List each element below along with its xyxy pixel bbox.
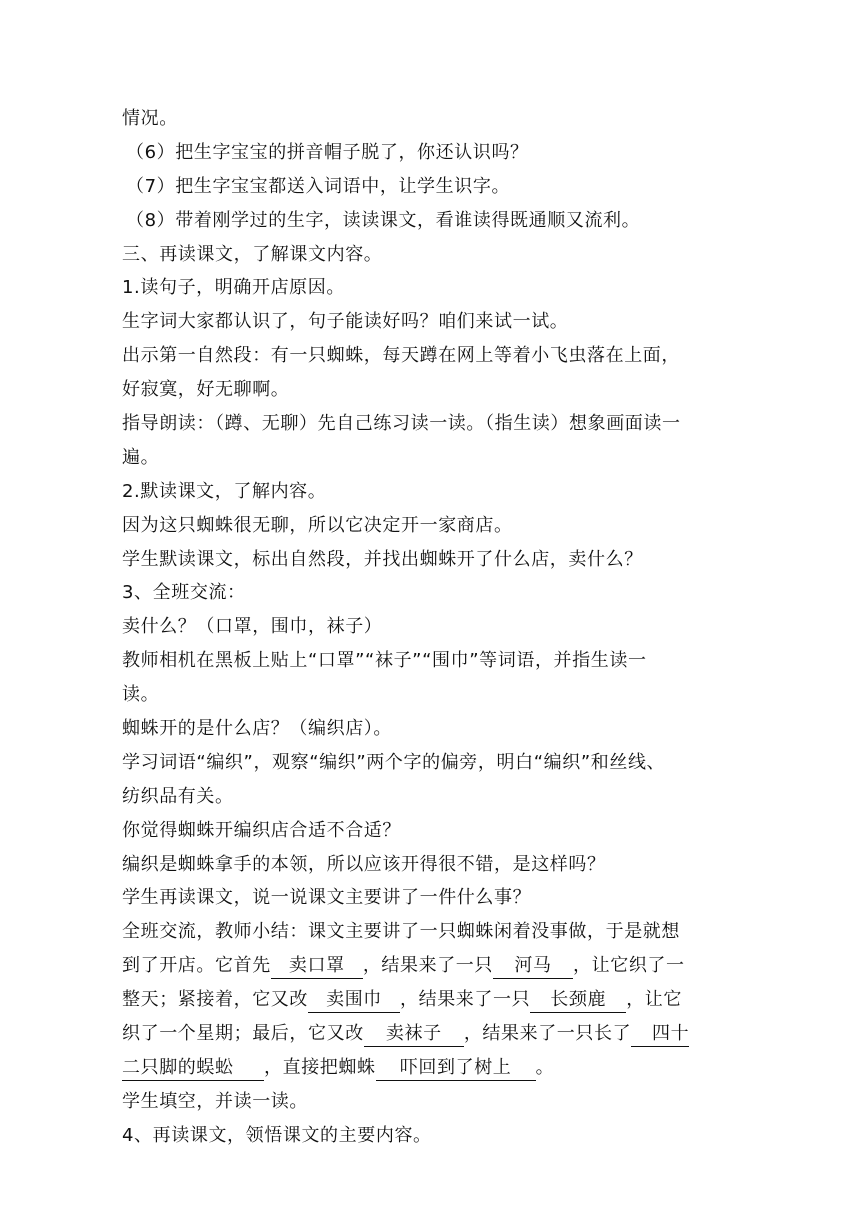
fill-text: ，让它 [626,989,683,1010]
text-line: 出示第一自然段：有一只蜘蛛，每天蹲在网上等着小飞虫落在上面， [122,345,680,366]
text-line: 生字词大家都认识了，句子能读好吗？咱们来试一试。 [122,311,569,332]
fill-line [122,1053,554,1083]
blank-answer: 卖口罩 [271,954,363,979]
fill-text: 。 [535,1057,555,1078]
fill-text: ，结果来了一只 [362,955,494,976]
text-line: 蜘蛛开的是什么店？（编织店）。 [122,718,392,739]
text-line: 学生填空，并读一读。 [122,1091,308,1112]
fill-line [122,1019,689,1049]
blank-answer: 河马 [493,954,573,979]
text-line: 读。 [122,684,160,705]
fill-text: ，让它织了一 [573,955,685,976]
fill-text: 整天；紧接着，它又改 [122,989,308,1010]
text-line: 你觉得蜘蛛开编织店合适不合适？ [122,820,401,841]
blank-answer: 四十 [631,1022,689,1047]
section-heading: 三、再读课文，了解课文内容。 [122,244,383,265]
text-line: （8）带着刚学过的生字，读读课文，看谁读得既通顺又流利。 [126,210,641,231]
text-line: 纺织品有关。 [122,786,234,807]
text-line: 1.读句子，明确开店原因。 [122,277,345,298]
fill-line [122,951,685,981]
text-line: 学生再读课文，说一说课文主要讲了一件什么事？ [122,887,532,908]
text-line: 学生默读课文，标出自然段，并找出蜘蛛开了什么店，卖什么？ [122,549,643,570]
text-line: 遍。 [122,447,160,468]
text-line: 卖什么？（口罩，围巾，袜子） [122,616,383,637]
blank-answer: 卖围巾 [308,988,400,1013]
text-line: 教师相机在黑板上贴上“口罩”“袜子”“围巾”等词语，并指生读一 [122,650,647,671]
text-line: （6）把生字宝宝的拼音帽子脱了，你还认识吗？ [126,142,529,163]
blank-answer: 吓回到了树上 [376,1056,536,1081]
text-line: （7）把生字宝宝都送入词语中，让学生识字。 [126,176,511,197]
blank-answer: 长颈鹿 [530,988,626,1013]
section-heading: 4、再读课文，领悟课文的主要内容。 [122,1125,432,1146]
text-line: 学习词语“编织”，观察“编织”两个字的偏旁，明白“编织”和丝线、 [122,752,666,773]
text-line: 因为这只蜘蛛很无聊，所以它决定开一家商店。 [122,515,513,536]
blank-answer: 二只脚的蜈蚣 [122,1056,264,1081]
text-line: 指导朗读：（蹲、无聊）先自己练习读一读。（指生读）想象画面读一 [122,413,681,434]
text-line: 全班交流，教师小结：课文主要讲了一只蜘蛛闲着没事做，于是就想 [122,921,680,942]
text-line: 3、全班交流： [122,582,246,603]
fill-text: ，结果来了一只 [400,989,531,1010]
fill-text: ，直接把蜘蛛 [264,1057,376,1078]
blank-answer: 卖袜子 [364,1022,464,1047]
text-line: 情况。 [122,108,178,129]
text-line: 编织是蜘蛛拿手的本领，所以应该开得很不错，是这样吗？ [122,854,606,875]
text-line: 2.默读课文，了解内容。 [122,481,327,502]
fill-text: 到了开店。它首先 [122,955,271,976]
fill-line [122,985,682,1015]
text-line: 好寂寞，好无聊啊。 [122,379,290,400]
fill-text: 织了一个星期；最后，它又改 [122,1023,364,1044]
fill-text: ，结果来了一只长了 [463,1023,632,1044]
